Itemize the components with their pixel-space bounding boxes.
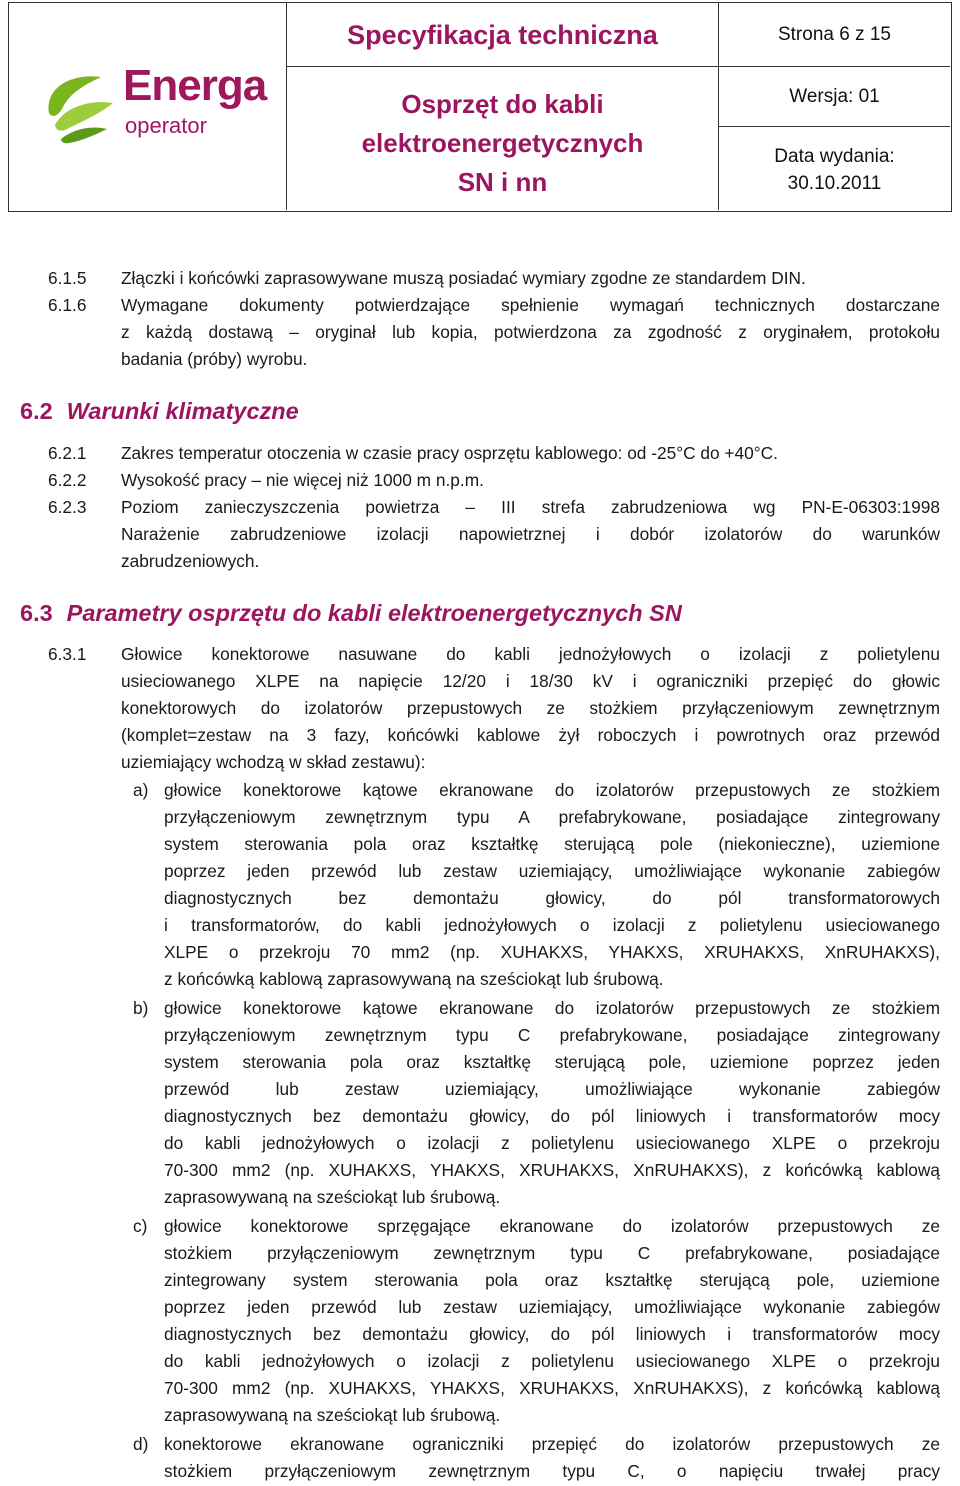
logo-cell	[9, 3, 287, 210]
item-text-line: z każdą dostawą – oryginał lub kopia, potwierdzona za zgodność z oryginałem, protokołu	[121, 322, 940, 342]
list-text-line: stożkiem przyłączeniowym zewnętrznym typu C prefabrykowane, posiadające	[164, 1243, 940, 1263]
item-text-line: Złączki i końcówki zaprasowywane muszą posiadać wymiary zgodne ze standardem DIN.	[121, 268, 806, 288]
list-text-line: XLPE o przekroju 70 mm2 (np. XUHAKXS, YHAKXS, XRUHAKXS, XnRUHAKXS),	[164, 942, 940, 962]
item-number: 6.2.3	[48, 497, 87, 517]
list-text-line: zaprasowywaną na sześciokąt lub śrubową.	[164, 1405, 501, 1425]
document-subtitle	[287, 67, 718, 202]
item-text-line: usieciowanego XLPE na napięcie 12/20 i 18/30 kV i ograniczniki przepięć do głowic	[121, 671, 940, 691]
title-cell	[287, 3, 719, 67]
list-text-line: głowice konektorowe kątowe ekranowane do izolatorów przepustowych ze stożkiem	[164, 998, 940, 1018]
list-text-line: z końcówką kablową zaprasowywaną na sześciokąt lub śrubową.	[164, 969, 664, 989]
list-label: d)	[133, 1434, 149, 1454]
item-text-line: Poziom zanieczyszczenia powietrza – III strefa zabrudzeniowa wg PN-E-06303:1998	[121, 497, 940, 517]
item-text-line: Zakres temperatur otoczenia w czasie pracy osprzętu kablowego: od -25°C do +40°C.	[121, 443, 778, 463]
list-text-line: głowice konektorowe sprzęgające ekranowane do izolatorów przepustowych ze	[164, 1216, 940, 1236]
list-text-line: głowice konektorowe kątowe ekranowane do izolatorów przepustowych ze stożkiem	[164, 780, 940, 800]
list-text-line: diagnostycznych bez demontażu głowicy, do pól liniowych i transformatorów mocy	[164, 1324, 940, 1344]
section-heading-6-2	[20, 398, 299, 425]
list-text-line: system sterowania pola oraz kształtkę sterującą pole (niekonieczne), uziemione	[164, 834, 940, 854]
item-number: 6.1.6	[48, 295, 87, 315]
version-cell	[719, 67, 950, 127]
item-text-line: Wymagane dokumenty potwierdzające spełnienie wymagań technicznych dostarczane	[121, 295, 940, 315]
logo-subtitle: operator	[125, 113, 207, 138]
item-text-line: Narażenie zabrudzeniowe izolacji napowietrznej i dobór izolatorów do warunków	[121, 524, 940, 544]
list-text-line: poprzez jeden przewód lub zestaw uziemiający, umożliwiające wykonanie zabiegów	[164, 861, 940, 881]
page-cell	[719, 3, 950, 67]
item-number: 6.2.1	[48, 443, 87, 463]
section-heading-6-3	[20, 600, 682, 627]
document-header	[8, 2, 952, 212]
item-text-line: badania (próby) wyrobu.	[121, 349, 308, 369]
list-text-line: zaprasowywaną na sześciokąt lub śrubową.	[164, 1187, 501, 1207]
section-number: 6.2	[20, 398, 53, 424]
logo-wordmark: Energa	[123, 61, 267, 110]
list-text-line: 70-300 mm2 (np. XUHAKXS, YHAKXS, XRUHAKXS, XnRUHAKXS), z końcówką kablową	[164, 1378, 940, 1398]
list-text-line: konektorowe ekranowane ograniczniki przepięć do izolatorów przepustowych ze	[164, 1434, 940, 1454]
item-number: 6.2.2	[48, 470, 87, 490]
item-number: 6.3.1	[48, 644, 87, 664]
list-text-line: przewód lub zestaw uziemiający, umożliwiające wykonanie zabiegów	[164, 1079, 940, 1099]
subtitle-cell	[287, 67, 719, 210]
document-title: Specyfikacja techniczna	[347, 20, 658, 50]
list-text-line: do kabli jednożyłowych o izolacji z polietylenu usieciowanego XLPE o przekroju	[164, 1351, 940, 1371]
subtitle-line: elektroenergetycznych	[361, 128, 644, 158]
section-title: Warunki klimatyczne	[66, 398, 299, 424]
item-text-line: uziemiający wchodzą w skład zestawu):	[121, 752, 426, 772]
list-text-line: 70-300 mm2 (np. XUHAKXS, YHAKXS, XRUHAKXS, XnRUHAKXS), z końcówką kablową	[164, 1160, 940, 1180]
energa-operator-logo	[41, 61, 281, 149]
section-number: 6.3	[20, 600, 53, 626]
date-label: Data wydania:	[774, 146, 895, 167]
item-text-line: konektorowych do izolatorów przepustowych ze stożkiem przyłączeniowym zewnętrznym	[121, 698, 940, 718]
list-label: b)	[133, 998, 149, 1018]
subtitle-line: Osprzęt do kabli	[401, 89, 604, 119]
section-title: Parametry osprzętu do kabli elektroenergetycznych SN	[66, 600, 682, 626]
list-text-line: do kabli jednożyłowych o izolacji z polietylenu usieciowanego XLPE o przekroju	[164, 1133, 940, 1153]
list-text-line: stożkiem przyłączeniowym zewnętrznym typu C, o napięciu trwałej pracy	[164, 1461, 940, 1481]
list-text-line: system sterowania pola oraz kształtkę sterującą pole, uziemione poprzez jeden	[164, 1052, 940, 1072]
list-text-line: diagnostycznych bez demontażu głowicy, do pól liniowych i transformatorów mocy	[164, 1106, 940, 1126]
list-label: c)	[133, 1216, 148, 1236]
list-text-line: diagnostycznych bez demontażu głowicy, do pól transformatorowych	[164, 888, 940, 908]
item-text-line: (komplet=zestaw na 3 fazy, końcówki kablowe żył roboczych i powrotnych oraz przewód	[121, 725, 940, 745]
date-cell	[719, 127, 950, 210]
list-text-line: i transformatorów, do kabli jednożyłowych o izolacji z polietylenu usieciowanego	[164, 915, 940, 935]
version-label: Wersja: 01	[789, 86, 880, 107]
list-text-line: przyłączeniowym zewnętrznym typu A prefabrykowane, posiadające zintegrowany	[164, 807, 940, 827]
list-text-line: przyłączeniowym zewnętrznym typu C prefabrykowane, posiadające zintegrowany	[164, 1025, 940, 1045]
date-value: 30.10.2011	[787, 173, 882, 194]
list-text-line: poprzez jeden przewód lub zestaw uziemiający, umożliwiające wykonanie zabiegów	[164, 1297, 940, 1317]
energa-leaf-icon	[41, 69, 119, 147]
item-text-line: Wysokość pracy – nie więcej niż 1000 m n.p.m.	[121, 470, 484, 490]
item-number: 6.1.5	[48, 268, 87, 288]
list-text-line: zintegrowany system sterowania pola oraz kształtkę sterującą pole, uziemione	[164, 1270, 940, 1290]
item-text-line: Głowice konektorowe nasuwane do kabli jednożyłowych o izolacji z polietylenu	[121, 644, 940, 664]
subtitle-line: SN i nn	[457, 167, 548, 197]
page-number: Strona 6 z 15	[777, 24, 892, 45]
list-label: a)	[133, 780, 149, 800]
item-text-line: zabrudzeniowych.	[121, 551, 260, 571]
